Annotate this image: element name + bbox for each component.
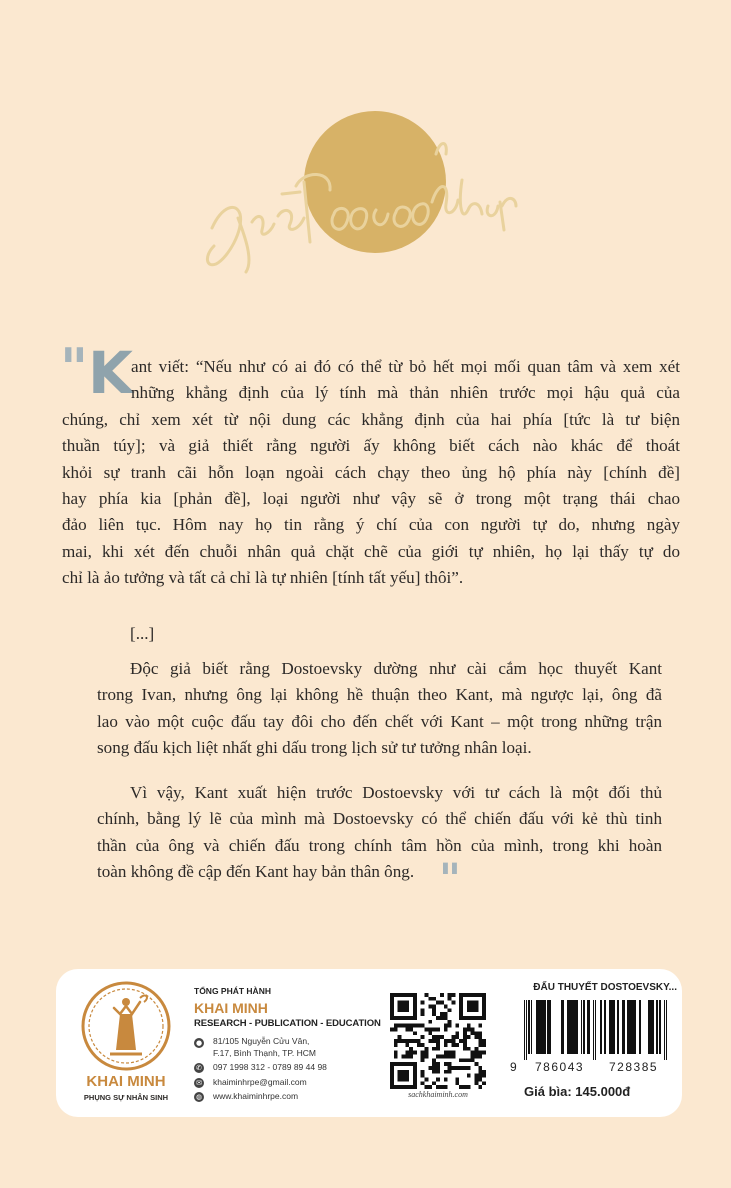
qr-code xyxy=(390,993,486,1089)
closing-quote-mark: " xyxy=(439,854,455,903)
isbn-barcode xyxy=(522,1000,669,1060)
excerpt-line: thuần túy]; và giả thiết rằng người ấy không biết cách nào khác để thoát xyxy=(62,436,680,456)
excerpt-line: chúng, chỉ xem xét từ nội dung các khẳng định của hai phía [tức là tư biện xyxy=(62,409,680,429)
drop-cap-letter: K xyxy=(88,339,133,407)
excerpt-line: những khẳng định của lý tính mà thản nhiên trước mọi hậu quả của xyxy=(131,383,680,403)
excerpt-line: Độc giả biết rằng Dostoevsky dường như cài cắm học thuyết Kant xyxy=(130,659,662,678)
excerpt-line: khỏi sự tranh cãi hỗn loạn ngoài cách chạy theo ủng hộ phía này [chính đề] xyxy=(62,462,680,482)
excerpt-line: mai, khi xét đến chuỗi nhân quả chặt chẽ của giới tự nhiên, họ lại thấy tự do xyxy=(62,541,680,561)
qr-caption: sachkhaiminh.com xyxy=(408,1090,468,1099)
excerpt-line: song đấu kịch liệt nhất ghi dấu trong lịch sử tư tưởng nhân loại. xyxy=(97,738,532,758)
excerpt-line: lao vào một cuộc đấu tay đôi cho đến chết với Kant – một trong những trận xyxy=(97,711,662,731)
khai-minh-logo-icon xyxy=(80,980,172,1072)
phone-icon: ✆ xyxy=(194,1063,204,1073)
excerpt-ellipsis: [...] xyxy=(130,624,155,643)
excerpt-paragraph-3 xyxy=(97,780,662,886)
cover-price: Giá bìa: 145.000đ xyxy=(524,1084,631,1099)
excerpt-paragraph-2 xyxy=(97,656,662,762)
phone-number: 097 1998 312 - 0789 89 44 98 xyxy=(213,1062,327,1072)
isbn-group-2: 728385 xyxy=(609,1060,659,1074)
excerpt-line: chính, bằng lý lẽ của mình mà Dostoevsky có thể chiến đấu với kẻ thù tinh xyxy=(97,809,662,829)
isbn-group-1: 786043 xyxy=(535,1060,585,1074)
excerpt-line: ant viết: “Nếu như có ai đó có thể từ bỏ hết mọi mối quan tâm và xem xét xyxy=(131,357,680,376)
excerpt-line: thần của ông và chiến đấu trong chính tâm hồn của mình, trong khi hoàn xyxy=(97,835,662,855)
excerpt-line: hay phía kia [phản đề], loại người như vậy sẽ ở trong một trạng thái chao xyxy=(62,489,680,509)
book-title-label: ĐẤU THUYẾT DOSTOEVSKY... xyxy=(533,982,677,993)
address-line-1: 81/105 Nguyễn Cửu Vân, xyxy=(213,1036,310,1046)
excerpt-line: chỉ là ảo tưởng và tất cả chỉ là tự nhiên [tính tất yếu] thôi”. xyxy=(62,568,464,588)
website-link: www.khaiminhrpe.com xyxy=(213,1091,299,1101)
distributor-name: KHAI MINH xyxy=(194,1000,268,1016)
distributor-slogan: RESEARCH - PUBLICATION - EDUCATION xyxy=(194,1018,381,1029)
location-pin-icon: ● xyxy=(195,1039,203,1047)
email-address: khaiminhrpe@gmail.com xyxy=(213,1077,307,1087)
excerpt-line: toàn không đề cập đến Kant hay bản thân ông. xyxy=(97,862,415,882)
email-icon: ✉ xyxy=(194,1078,204,1088)
publisher-tagline: PHỤNG SỰ NHÂN SINH xyxy=(83,1093,169,1102)
excerpt-line: trong Ivan, nhưng ông lại không hề thuận theo Kant, mà ngược lại, ông đã xyxy=(97,685,662,705)
distributor-label: TỔNG PHÁT HÀNH xyxy=(194,986,271,996)
publisher-brand-name: KHAI MINH xyxy=(86,1073,166,1090)
excerpt-line: Vì vậy, Kant xuất hiện trước Dostoevsky với tư cách là một đối thủ xyxy=(130,783,662,802)
address-line-2: F.17, Bình Thạnh, TP. HCM xyxy=(213,1048,317,1058)
excerpt-paragraph-1 xyxy=(62,354,680,592)
globe-icon: ◍ xyxy=(195,1093,203,1101)
isbn-prefix: 9 xyxy=(510,1060,517,1074)
excerpt-line: đảo liên tục. Hôm nay họ tin rằng ý chí của con người tự do, nhưng ngày xyxy=(62,515,680,535)
opening-quote-mark: " xyxy=(60,337,81,400)
dostoevsky-signature xyxy=(200,110,520,280)
